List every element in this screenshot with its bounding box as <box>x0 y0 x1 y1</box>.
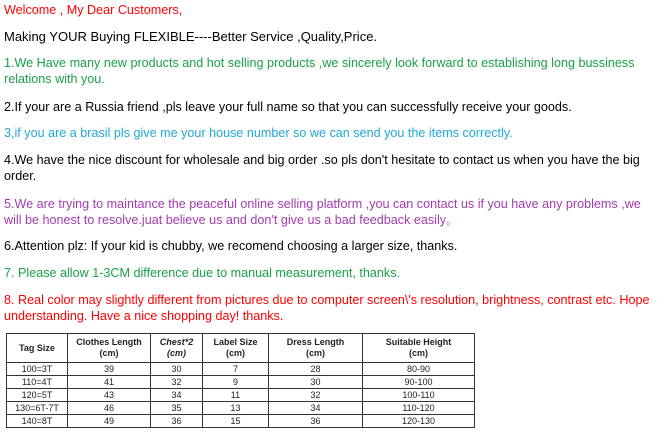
cell-tag-size: 130=6T-7T <box>7 402 68 415</box>
cell-tag-size: 110=4T <box>7 376 68 389</box>
cell-clothes-length: 46 <box>68 402 151 415</box>
cell-chest: 34 <box>151 389 203 402</box>
header-chest: Chest*2 (cm) <box>151 334 203 363</box>
cell-dress-length: 36 <box>269 415 363 428</box>
cell-chest: 36 <box>151 415 203 428</box>
cell-tag-size: 120=5T <box>7 389 68 402</box>
table-row <box>7 415 475 428</box>
header-dress-length: Dress Length (cm) <box>269 334 363 363</box>
header-clothes-length: Clothes Length (cm) <box>68 334 151 363</box>
note-6: 6.Attention plz: If your kid is chubby, we recomend choosing a larger size, thanks. <box>4 239 458 253</box>
cell-tag-size: 140=8T <box>7 415 68 428</box>
cell-label-size: 13 <box>203 402 269 415</box>
table-row <box>7 402 475 415</box>
header-tag-size: Tag Size <box>7 334 68 363</box>
note-8: 8. Real color may slightly different from pictures due to computer screen\'s resolution, brightness, contrast etc. Hope understanding. Have a nice shopping day! thanks. <box>4 293 650 323</box>
cell-suitable-height: 100-110 <box>363 389 475 402</box>
table-row <box>7 389 475 402</box>
cell-suitable-height: 110-120 <box>363 402 475 415</box>
size-chart-table <box>6 333 475 428</box>
note-3: 3,if you are a brasil pls give me your house number so we can send you the items correctly. <box>4 126 513 140</box>
table-row <box>7 376 475 389</box>
cell-chest: 35 <box>151 402 203 415</box>
store-tagline: Making YOUR Buying FLEXIBLE----Better Service ,Quality,Price. <box>4 29 378 44</box>
note-7: 7. Please allow 1-3CM difference due to manual measurement, thanks. <box>4 266 400 280</box>
cell-dress-length: 34 <box>269 402 363 415</box>
note-2: 2.If your are a Russia friend ,pls leave your full name so that you can successfully receive your goods. <box>4 100 572 114</box>
header-label-size: Label Size (cm) <box>203 334 269 363</box>
cell-tag-size: 100=3T <box>7 363 68 376</box>
cell-dress-length: 28 <box>269 363 363 376</box>
size-chart-header-row <box>7 334 475 363</box>
note-1: 1.We Have many new products and hot selling products ,we sincerely look forward to establishing long bussiness relations with you. <box>4 56 635 86</box>
note-5: 5.We are trying to maintance the peaceful online selling platform ,you can contact us if you have any problems ,we will be honest to resolve.juat believe us and don't give us a bad feedback easily。 <box>4 197 641 227</box>
cell-label-size: 15 <box>203 415 269 428</box>
cell-suitable-height: 90-100 <box>363 376 475 389</box>
cell-dress-length: 32 <box>269 389 363 402</box>
cell-label-size: 9 <box>203 376 269 389</box>
cell-clothes-length: 41 <box>68 376 151 389</box>
table-row <box>7 363 475 376</box>
note-4: 4.We have the nice discount for wholesale and big order .so pls don't hesitate to contact us when you have the big order. <box>4 153 640 183</box>
cell-chest: 32 <box>151 376 203 389</box>
welcome-greeting: Welcome , My Dear Customers, <box>4 3 183 17</box>
cell-dress-length: 30 <box>269 376 363 389</box>
cell-clothes-length: 43 <box>68 389 151 402</box>
header-suitable-height: Suitable Height (cm) <box>363 334 475 363</box>
cell-clothes-length: 39 <box>68 363 151 376</box>
cell-suitable-height: 80-90 <box>363 363 475 376</box>
cell-clothes-length: 49 <box>68 415 151 428</box>
cell-chest: 30 <box>151 363 203 376</box>
cell-label-size: 7 <box>203 363 269 376</box>
cell-label-size: 11 <box>203 389 269 402</box>
cell-suitable-height: 120-130 <box>363 415 475 428</box>
